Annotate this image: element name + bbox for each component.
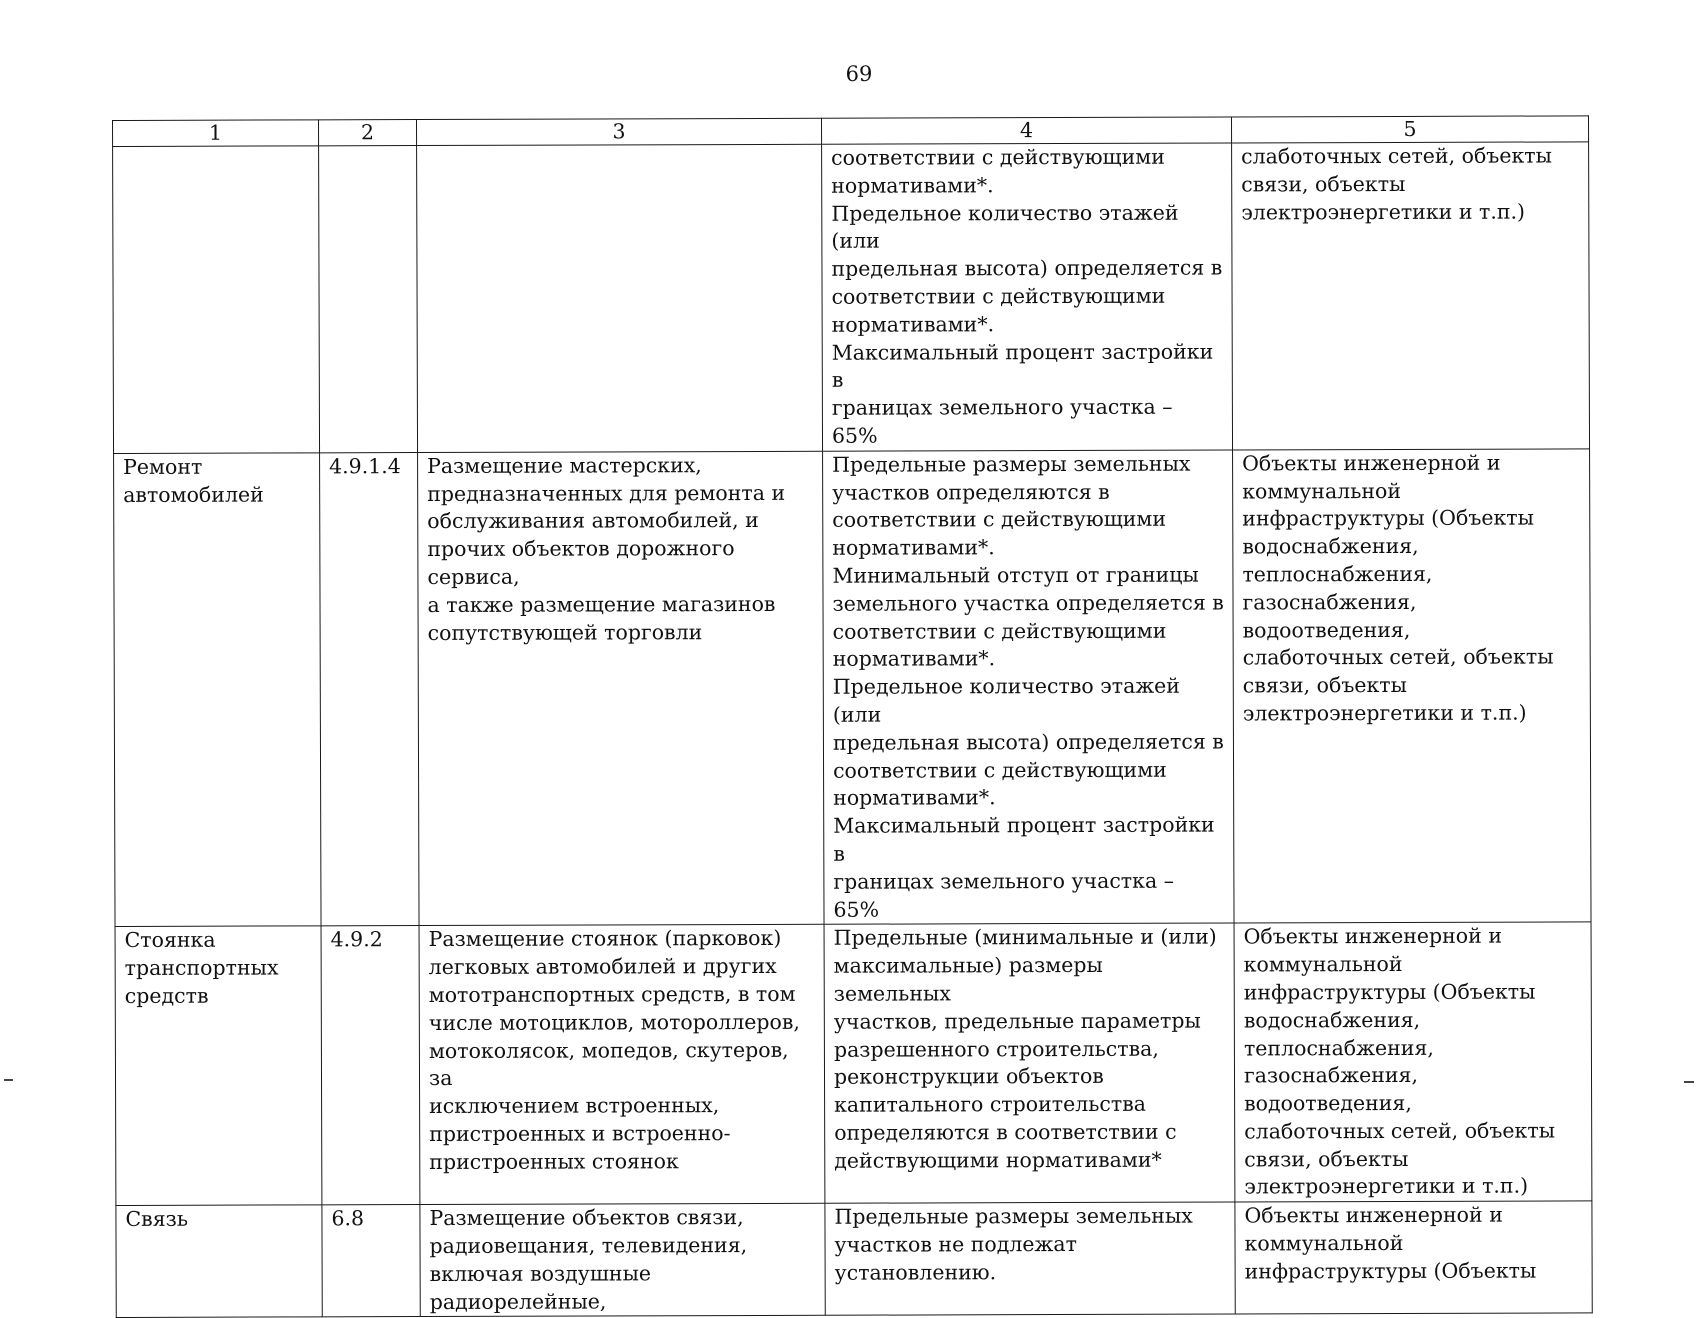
cell-use-name: Ремонт автомобилей <box>114 453 321 927</box>
cell-parameters: Предельные размеры земельных участков не подлежат установлению. <box>825 1202 1235 1315</box>
cell-use-name: Стоянка транспортных средств <box>115 926 322 1206</box>
cell-use-description: Размещение стоянок (парковок) легковых автомобилей и других мототранспортных средств, в том числе мотоциклов, мотороллеров, мотоколясок, мопедов, скутеров, за исключением встроенных, пристроенных и встроенно- пристроенных стоянок <box>419 925 825 1205</box>
table-row <box>115 922 1592 1206</box>
cell-auxiliary-objects: Объекты инженерной и коммунальной инфраструктуры (Объекты водоснабжения, теплоснабжения, газоснабжения, водоотведения, слаботочных сетей, объекты связи, объекты электроэнергетики и т.п.) <box>1233 449 1591 924</box>
cell-use-code: 4.9.2 <box>321 926 420 1205</box>
table-row <box>113 142 1590 453</box>
table-row <box>114 449 1591 927</box>
column-header-1: 1 <box>113 120 319 147</box>
column-header-5: 5 <box>1231 116 1588 143</box>
cell-auxiliary-objects: Объекты инженерной и коммунальной инфраструктуры (Объекты <box>1235 1201 1592 1314</box>
cell-parameters: Предельные (минимальные и (или) максимальные) размеры земельных участков, предельные параметры разрешенного строительства, реконструкции объектов капитального строительства определяются в соответствии с действующими нормативами* <box>824 923 1235 1203</box>
column-header-2: 2 <box>319 120 417 146</box>
cell-use-description: Размещение мастерских, предназначенных для ремонта и обслуживания автомобилей, и прочих объектов дорожного сервиса, а также размещение магазинов сопутствующей торговли <box>418 451 824 926</box>
cell-parameters: Предельные размеры земельных участков определяются в соответствии с действующими нормативами*. Минимальный отступ от границы земельного участка определяется в соответствии с действующими нормативами*. Предельное количество этажей (или предельная высота) определяется в соответствии с действующими нормативами*. Максимальный процент застройки в границах земельного участка – 65% <box>823 450 1234 925</box>
cell-use-description <box>417 144 823 452</box>
cell-auxiliary-objects: Объекты инженерной и коммунальной инфраструктуры (Объекты водоснабжения, теплоснабжения, газоснабжения, водоотведения, слаботочных сетей, объекты связи, объекты электроэнергетики и т.п.) <box>1234 922 1592 1202</box>
cell-parameters: соответствии с действующими нормативами*. Предельное количество этажей (или предельная высота) определяется в соответствии с действующими нормативами*. Максимальный процент застройки в границах земельного участка – 65% <box>822 143 1233 451</box>
page-number: 69 <box>845 62 873 86</box>
column-header-3: 3 <box>417 118 822 145</box>
cell-use-description: Размещение объектов связи, радиовещания, телевидения, включая воздушные радиорелейные, <box>420 1204 825 1317</box>
scan-edge-mark-left <box>4 1079 13 1081</box>
cell-use-name: Связь <box>116 1205 322 1318</box>
cell-use-name <box>113 146 320 453</box>
table-row <box>116 1201 1592 1318</box>
cell-auxiliary-objects: слаботочных сетей, объекты связи, объекты электроэнергетики и т.п.) <box>1232 142 1590 450</box>
cell-use-code <box>319 146 418 453</box>
scan-edge-mark-right <box>1684 1081 1694 1083</box>
cell-use-code: 6.8 <box>322 1205 420 1317</box>
land-use-table <box>112 115 1593 1318</box>
table-body <box>113 142 1593 1318</box>
cell-use-code: 4.9.1.4 <box>320 452 419 926</box>
column-header-4: 4 <box>821 117 1231 144</box>
